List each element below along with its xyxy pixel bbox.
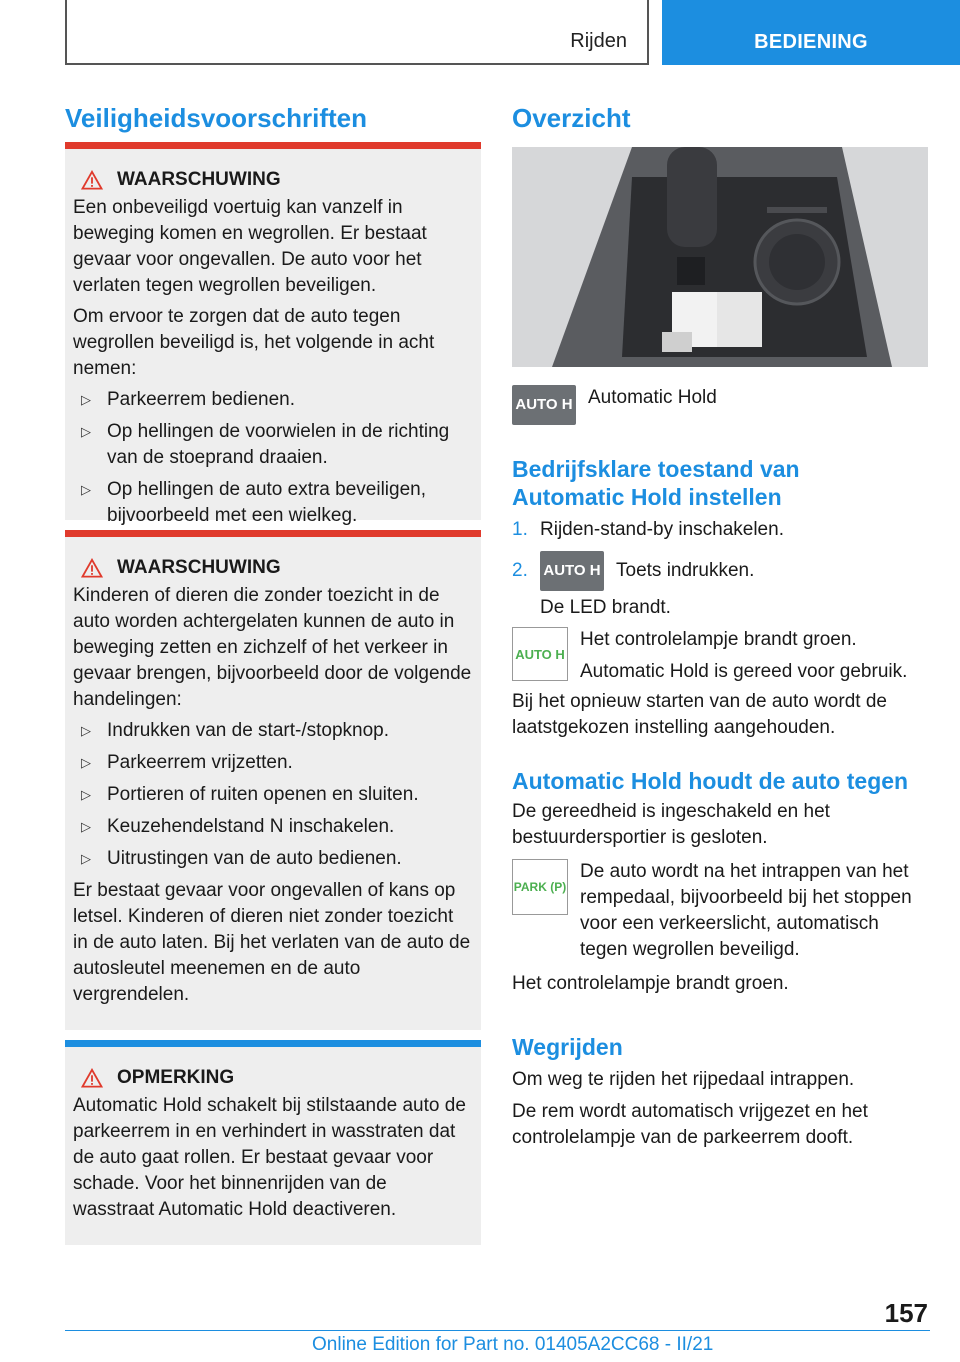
list-item: ▷ Op hellingen de voorwielen in de richting van de stoeprand draaien.	[81, 419, 473, 471]
auto-hold-icon: AUTO H	[540, 551, 604, 591]
warning-label: WAARSCHUWING	[117, 169, 281, 190]
header-section: Rijden	[570, 30, 627, 52]
auto-hold-icon: AUTO H	[512, 385, 576, 425]
warning-box-2	[65, 530, 481, 1030]
footer-edition: Online Edition for Part no. 01405A2CC68 - II/21	[312, 1334, 714, 1355]
drive-off-text: Om weg te rijden het rijpedaal intrappen.	[512, 1069, 855, 1090]
warning-text: Een onbeveiligd voertuig kan vanzelf in beweging komen en wegrollen. Er bestaat gevaar voor ongevallen. De auto voor het verlaten tegen wegrollen beveiligen.	[73, 197, 427, 296]
list-item: ▷ Keuzehendelstand N inschakelen.	[81, 814, 473, 840]
lamp-text: Bij het opnieuw starten van de auto wordt de laatstgekozen instelling aangehouden.	[512, 691, 887, 738]
list-item: ▷ Parkeerrem vrijzetten.	[81, 750, 473, 776]
warning-triangle-icon	[81, 558, 103, 578]
header-frame	[65, 0, 649, 65]
drive-off-text: De rem wordt automatisch vrijgezet en het controlelampje van de parkeerrem dooft.	[512, 1101, 868, 1148]
step-1: 1. Rijden-stand-by inschakelen.	[512, 519, 784, 540]
note-label: OPMERKING	[117, 1067, 235, 1088]
note-box	[65, 1040, 481, 1245]
hold-text: De auto wordt na het intrappen van het rempedaal, bijvoorbeeld bij het stoppen voor een verkeerslicht, automatisch tegen wegrollen beveiligd.	[580, 861, 912, 960]
hold-text: Het controlelampje brandt groen.	[512, 973, 789, 994]
section-title-drive-off: Wegrijden	[512, 1034, 623, 1060]
section-title-hold: Automatic Hold houdt de auto tegen	[512, 768, 909, 794]
warning-box-1	[65, 142, 481, 526]
gear-console-image	[512, 147, 928, 367]
warning-list	[73, 718, 473, 872]
led-text: De LED brandt.	[540, 597, 671, 618]
auto-hold-caption: Automatic Hold	[588, 387, 717, 408]
list-item: ▷ Portieren of ruiten openen en sluiten.	[81, 782, 473, 808]
lamp-text: Automatic Hold is gereed voor gebruik.	[580, 661, 908, 682]
list-item: ▷ Op hellingen de auto extra beveiligen, bijvoorbeeld met een wielkeg.	[81, 477, 473, 529]
list-item: ▷ Parkeerrem bedienen.	[81, 387, 473, 413]
auto-hold-lamp-icon: AUTO H	[512, 627, 568, 681]
list-item: ▷ Uitrustingen van de auto bedienen.	[81, 846, 473, 872]
note-text: Automatic Hold schakelt bij stilstaande auto de parkeerrem in en verhindert in wasstraten dat de auto gaat rollen. Er bestaat gevaar voor schade. Voor het binnenrijden van de wasstraat Automatic Hold deactiveren.	[73, 1095, 466, 1220]
header-tab: BEDIENING	[662, 0, 960, 65]
warning-list	[73, 387, 473, 529]
step-2: 2. AUTO H Toets indrukken.	[512, 551, 960, 591]
warning-text: Kinderen of dieren die zonder toezicht in de auto worden achtergelaten kunnen de auto in beweging zetten en zichzelf of het verkeer in gevaar brengen, bijvoorbeeld door de volgende handelingen:	[73, 585, 472, 710]
lamp-text: Het controlelampje brandt groen.	[580, 629, 857, 650]
warning-triangle-icon	[81, 170, 103, 190]
warning-triangle-icon	[81, 1068, 103, 1088]
hold-text: De gereedheid is ingeschakeld en het bestuurdersportier is gesloten.	[512, 801, 830, 848]
footer-divider	[65, 1330, 930, 1331]
list-item: ▷ Indrukken van de start-/stopknop.	[81, 718, 473, 744]
warning-text: Om ervoor te zorgen dat de auto tegen wegrollen beveiligd is, het volgende in acht nemen:	[73, 306, 435, 379]
page-number: 157	[884, 1298, 928, 1328]
section-title-safety: Veiligheidsvoorschriften	[65, 103, 367, 133]
section-title-overview: Overzicht	[512, 103, 631, 133]
warning-label: WAARSCHUWING	[117, 557, 281, 578]
gear-selector-photo	[512, 147, 928, 367]
warning-text: Er bestaat gevaar voor ongevallen of kans op letsel. Kinderen of dieren niet zonder toezicht in de auto laten. Bij het verlaten van de auto de autosleutel meenemen en de auto vergrendelen.	[73, 880, 471, 1005]
section-title-ready: Bedrijfsklare toestand van Automatic Hold instellen	[512, 456, 800, 510]
park-lamp-icon: PARK (P)	[512, 859, 568, 915]
